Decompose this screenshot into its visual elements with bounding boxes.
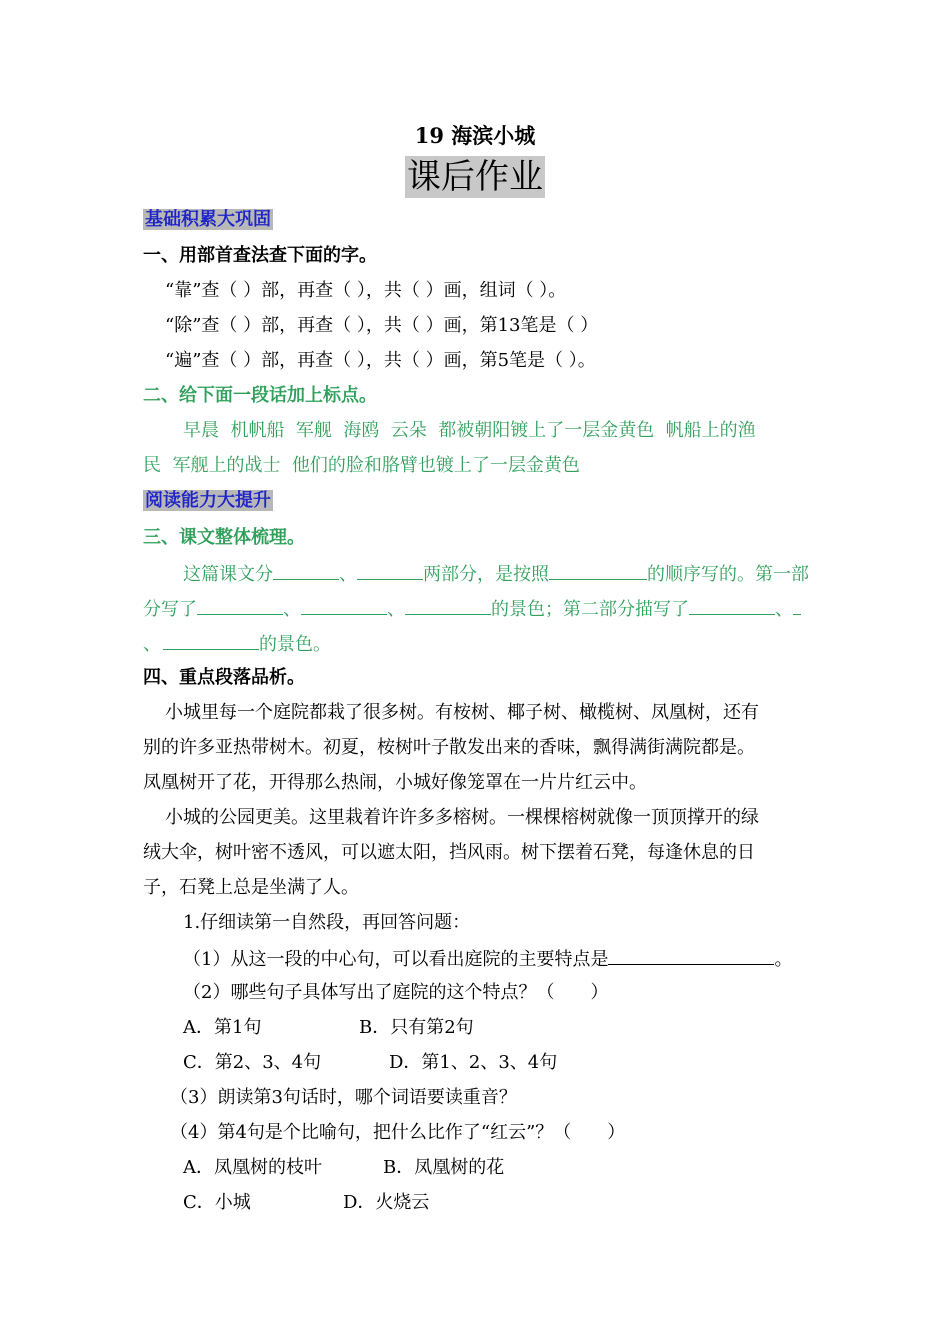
q1-line-2: “除”查（ ）部，再查（ ），共（ ）画，第13笔是（ ） — [165, 315, 599, 336]
section-tag-basics — [143, 208, 273, 232]
q3-line-2 — [143, 596, 801, 622]
q3-text: 、 — [283, 599, 301, 620]
q4-s1-end: 。 — [774, 949, 793, 970]
q3-line-3 — [143, 631, 331, 657]
fill-blank[interactable] — [549, 561, 647, 580]
section-tag-reading — [143, 489, 273, 513]
fill-blank[interactable] — [689, 596, 775, 615]
q4-s4-options-row-2 — [183, 1191, 429, 1215]
q2-passage-line-1: 早晨 机帆船 军舰 海鸥 云朵 都被朝阳镀上了一层金黄色 帆船上的渔 — [183, 420, 756, 441]
fill-blank[interactable] — [301, 596, 387, 615]
q1-heading: 一、用部首查法查下面的字。 — [143, 245, 377, 266]
q4-sub-1: 1.仔细读第一自然段，再回答问题： — [183, 912, 471, 933]
q3-text: 两部分，是按照 — [423, 564, 549, 585]
q3-text: 这篇课文分 — [183, 564, 273, 585]
q3-text: 、 — [143, 634, 161, 655]
option-d[interactable]: D．第1、2、3、4句 — [389, 1052, 558, 1073]
q4-s3: （3）朗读第3句话时，哪个词语要读重音？ — [170, 1087, 517, 1108]
q4-s4-options-row-1 — [183, 1156, 504, 1180]
fill-blank[interactable] — [405, 596, 491, 615]
q3-line-1 — [183, 561, 809, 587]
q1-line-3: “遍”查（ ）部，再查（ ），共（ ）画，第5笔是（ ）。 — [165, 350, 596, 371]
q3-text: 的景色；第二部分描写了 — [491, 599, 689, 620]
option-b[interactable]: B．凤凰树的花 — [383, 1157, 505, 1178]
q4-s1 — [183, 946, 792, 972]
q4-s2-options-row-1 — [183, 1016, 474, 1040]
q3-text: 分写了 — [143, 599, 197, 620]
q4-s2-options-row-2 — [183, 1051, 557, 1075]
fill-blank[interactable] — [793, 596, 801, 615]
q3-text: 的景色。 — [259, 634, 331, 655]
reading-tag-label: 阅读能力大提升 — [145, 490, 271, 511]
fill-blank[interactable] — [608, 946, 774, 965]
fill-blank[interactable] — [273, 561, 339, 580]
passage-p1-line-2: 别的许多亚热带树木。初夏，桉树叶子散发出来的香味，飘得满街满院都是。 — [143, 737, 755, 758]
q3-text: 、 — [339, 564, 357, 585]
q3-heading: 三、课文整体梳理。 — [143, 527, 305, 548]
option-c[interactable]: C．小城 — [183, 1192, 251, 1213]
lesson-title: 19 海滨小城 — [414, 123, 536, 148]
q1-line-1: “靠”查（ ）部，再查（ ），共（ ）画，组词（ ）。 — [165, 280, 567, 301]
q4-s2: （2）哪些句子具体写出了庭院的这个特点？（ ） — [183, 982, 609, 1003]
option-b[interactable]: B．只有第2句 — [359, 1017, 474, 1038]
subtitle-wrap — [0, 156, 950, 198]
passage-p2-line-1: 小城的公园更美。这里栽着许许多多榕树。一棵棵榕树就像一顶顶撑开的绿 — [165, 807, 759, 828]
option-d[interactable]: D．火烧云 — [343, 1192, 430, 1213]
q4-s4: （4）第4句是个比喻句，把什么比作了“红云”？（ ） — [170, 1122, 626, 1143]
q2-heading: 二、给下面一段话加上标点。 — [143, 385, 377, 406]
fill-blank[interactable] — [357, 561, 423, 580]
passage-p2-line-2: 绒大伞，树叶密不透风，可以遮太阳，挡风雨。树下摆着石凳，每逢休息的日 — [143, 842, 755, 863]
homework-banner: 课后作业 — [407, 157, 543, 197]
passage-p2-line-3: 子，石凳上总是坐满了人。 — [143, 877, 359, 898]
q2-passage-line-2: 民 军舰上的战士 他们的脸和胳臂也镀上了一层金黄色 — [143, 455, 580, 476]
q4-s1-text: （1）从这一段的中心句，可以看出庭院的主要特点是 — [183, 949, 609, 970]
option-a[interactable]: A．第1句 — [183, 1017, 262, 1038]
q3-text: 、 — [387, 599, 405, 620]
passage-p1-line-1: 小城里每一个庭院都栽了很多树。有桉树、椰子树、橄榄树、凤凰树，还有 — [165, 702, 759, 723]
passage-p1-line-3: 凤凰树开了花，开得那么热闹，小城好像笼罩在一片片红云中。 — [143, 772, 647, 793]
q3-text: 、 — [775, 599, 793, 620]
option-a[interactable]: A．凤凰树的枝叶 — [183, 1157, 322, 1178]
basics-tag-label: 基础积累大巩固 — [145, 209, 271, 230]
q4-heading: 四、重点段落品析。 — [143, 667, 305, 688]
option-c[interactable]: C．第2、3、4句 — [183, 1052, 322, 1073]
fill-blank[interactable] — [197, 596, 283, 615]
q3-text: 的顺序写的。第一部 — [647, 564, 809, 585]
fill-blank[interactable] — [163, 631, 259, 650]
